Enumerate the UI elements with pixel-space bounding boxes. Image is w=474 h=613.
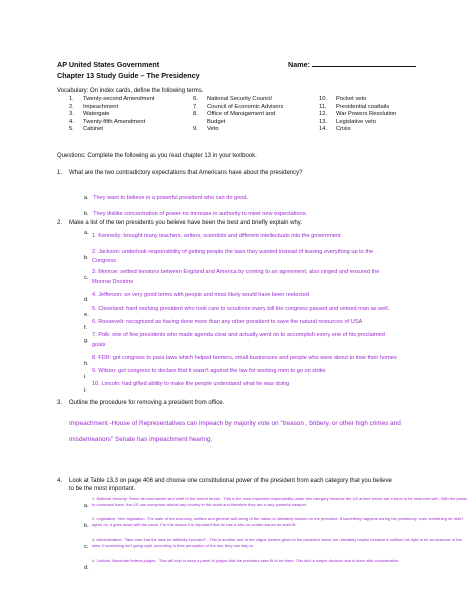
vocab-term: Legislative veto [336, 118, 376, 125]
vocab-num: 9. [193, 126, 198, 133]
q2-answer-c-cont: Monroe Doctrine [92, 279, 134, 285]
vocab-term: Veto [207, 126, 219, 133]
q3-text: Outline the procedure for removing a president from office. [69, 400, 225, 406]
vocab-term: Impeachment [83, 103, 119, 110]
vocab-term: Council of Economic Advisers [207, 103, 284, 110]
q2-text: Make a list of the ten presidents you believe have been the best and briefly explain why. [69, 220, 303, 226]
q2-answer-j-text: 10. Lincoln: had gifted ability to make the people understand what he was doing [92, 381, 290, 387]
q2-answer-c: c. [84, 275, 89, 281]
q4-answer-c-label: c. [84, 544, 89, 550]
q2-answer-i: i. [84, 374, 87, 380]
vocab-term: Office of Management and [207, 111, 276, 118]
q2-answer-b-cont: Congress [92, 258, 116, 264]
q2-number: 2. [57, 220, 63, 226]
vocab-term: Crisis [336, 126, 351, 133]
q2-answer-g: g. [84, 338, 89, 344]
q2-answer-f: f. [84, 325, 88, 331]
q1-answer-a: a. They want to believe in a powerful president who can do good. [84, 195, 248, 201]
vocab-num: 14. [319, 126, 328, 133]
q2-answer-b: b. [84, 255, 89, 261]
questions-intro: Questions: Complete the following as you read chapter 13 in your textbook. [57, 153, 257, 159]
vocab-term: National Security Council [207, 96, 272, 102]
q3-answer-line1: Impeachment -House of Representatives can impeach by majority vote on "treason , bribery, or other high crimes and [69, 420, 401, 427]
q1-answer-b: b. They dislike concentration of power-no increase in authority to meet new expectations. [84, 211, 308, 217]
q2-answer-e: e. [84, 312, 89, 318]
q2-answer-e-text: 5. Cleveland: hard working president who took care to scrutinize every bill the congress passed and vetoed man as well. [92, 306, 390, 312]
q2-answer-a: a. [84, 230, 89, 236]
q4-text-line2: to be the most important. [69, 486, 136, 492]
vocab-term: Pocket veto [336, 96, 367, 102]
q2-answer-j: j. [84, 387, 87, 393]
vocab-term: War Powers Resolution [336, 111, 397, 118]
q2-answer-h-text: 8. FDR: got congress to pass laws which helped farmers, small businesses and people who were about to lose their homes [92, 355, 397, 361]
q4-answer-b-label: b. [84, 523, 89, 529]
q2-answer-i-text: 9. Wilson: got congress to declare that it wasn't against the law for working men to go on strike [92, 368, 326, 374]
q2-answer-a-text: 1. Kennedy: brought many teachers, writers, scientists and different intellectuals into the government [92, 233, 341, 239]
vocab-term: Twenty-fifth Amendment [83, 118, 146, 125]
q4-number: 4. [57, 478, 63, 484]
page-title: Chapter 13 Study Guide – The Presidency [57, 71, 200, 80]
vocab-term: Budget [207, 118, 226, 125]
vocab-num: 3. [69, 111, 74, 118]
q2-answer-c-text: 3. Monroe: settled tensions between England and America by coming to an agreement, also singed and ensured the [92, 269, 380, 275]
vocab-table [69, 96, 396, 134]
q4-answer-d-text: 4. Judicial: Nominate federal judges - This will help to keep a panel of judges that the president sees fit to be there. This isn't a simple decision and is done with consideration. [92, 558, 400, 563]
vocab-num: 4. [69, 118, 74, 125]
vocab-num: 7. [193, 103, 198, 110]
q4-answer-a-label: a. [84, 503, 89, 509]
name-field[interactable] [288, 60, 416, 69]
q2-answer-f-text: 6. Roosevelt: recognized as having done more than any other president to save the natural resources of USA [92, 319, 363, 325]
vocab-num: 13. [319, 118, 328, 125]
name-underline [312, 60, 416, 67]
q2-answer-b-text: 2. Jackson: undertook responsibility of getting people the laws they wanted instead of leaving everything up to the [92, 249, 374, 255]
vocab-term: Cabinet [83, 126, 103, 133]
q2-answer-g-cont: goals [92, 342, 106, 348]
q2-answer-h: h. [84, 361, 89, 367]
q4-text-line1: Look at Table 13.3 on page 406 and choose one constitutional power of the president from each category that you believe [69, 478, 392, 484]
vocab-term: Watergate [83, 111, 110, 118]
vocab-term: Presidential coattails [336, 103, 390, 110]
q4-answer-a-text: 1. National Security: Serve as commander and chief of the armed forces - This is the most important responsibility under this category because the US armed forces are a force to be reckoned with. With the power to command them, the US can overpower almost any country in the world and therefore they are a very powerful weapon. [92, 496, 468, 507]
vocab-num: 6. [193, 96, 198, 102]
name-label: Name: [288, 60, 310, 69]
course-title: AP United States Government [57, 60, 160, 69]
vocab-intro: Vocabulary: On index cards, define the following terms. [57, 88, 204, 94]
vocab-num: 2. [69, 103, 74, 110]
q2-answer-d-text: 4. Jefferson: on very good terms with people and most likely would have been reelected [92, 292, 309, 298]
vocab-num: 10. [319, 96, 328, 102]
q1-number: 1. [57, 170, 63, 176]
vocab-num: 8. [193, 111, 198, 118]
q1-text: What are the two contradictory expectations that Americans have about the presidency? [69, 170, 303, 176]
q3-answer-line2: misdemeanors" Senate has impeachment hearing. [69, 436, 213, 443]
vocab-num: 5. [69, 126, 74, 133]
q3-number: 3. [57, 400, 63, 406]
q4-answer-c-text: 3. Administrative: "Take care that the laws be faithfully executed" - This is another one of the vague powers given to the president which are ultimately helpful because it outlines his right to be an observer of the laws. If something isn't going right, according to their perception of the law, they can step in. [92, 537, 462, 548]
vocab-term: Twenty-second Amendment [83, 96, 155, 102]
q4-answer-d-label: d. [84, 565, 89, 571]
vocab-num: 11. [319, 103, 327, 110]
q2-answer-d: d. [84, 297, 89, 303]
q4-answer-b-text: 2. Legislative: Veto legislation -The state of the economy, welfare and general well-being of the nation is ultimately blamed on the president. If something happens during his presidency, even something he didn't agree on, it goes down with his name. For this reason it is important that he has a veto on certain issues he sees fit. [92, 516, 464, 527]
vocab-num [193, 119, 207, 127]
vocab-num: 12. [319, 111, 328, 118]
vocab-num: 1. [69, 96, 74, 102]
q2-answer-g-text: 7. Polk: one of few presidents who made agenda clear and actually went on to accomplish every one of his proclaimed [92, 332, 385, 338]
